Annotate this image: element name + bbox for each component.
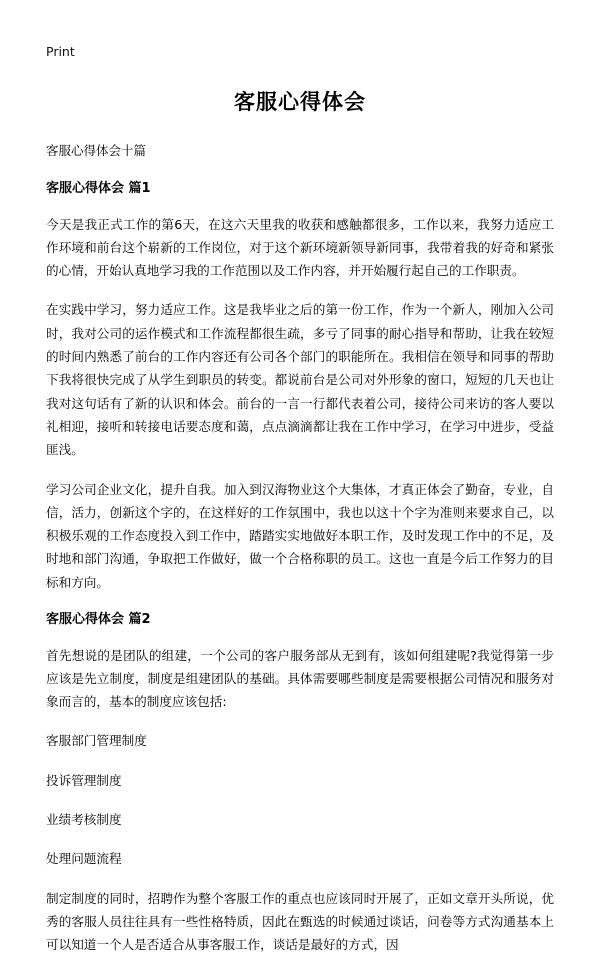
list-item: 客服部门管理制度 [46,733,147,749]
document-subtitle: 客服心得体会十篇 [46,143,147,159]
paragraph: 学习公司企业文化，提升自我。加入到汉海物业这个大集体，才真正体会了勤奋，专业，自信，活力，创新这个字的，在这样好的工作氛围中，我也以这十个字为准则来要求自己，以积极乐观的工作态度投入到工作中，踏踏实实地做好本职工作，及时发现工作中的不足，及时地和部门沟通，争取把工作做好，做一个合格称职的员工。这也一直是今后工作努力的目标和方向。 [46,481,554,590]
list-item: 业绩考核制度 [46,811,122,827]
paragraph: 首先想说的是团队的组建，一个公司的客户服务部从无到有，该如何组建呢?我觉得第一步应该是先立制度，制度是组建团队的基础。具体需要哪些制度是需要根据公司情况和服务对象而言的，基本的制度应该包括: [46,647,554,710]
paragraph: 今天是我正式工作的第6天，在这六天里我的收获和感触都很多，工作以来，我努力适应工作环境和前台这个崭新的工作岗位，对于这个新环境新领导新同事，我带着我的好奇和紧张的心情，开始认真地学习我的工作范围以及工作内容，并开始履行起自己的工作职责。 [46,216,554,279]
paragraph: 制定制度的同时，招聘作为整个客服工作的重点也应该同时开展了，正如文章开头所说，优秀的客服人员往往具有一些性格特质，因此在甄选的时候通过谈话，问卷等方式沟通基本上可以知道一个人是否适合从事客服工作，谈话是最好的方式，因 [46,890,554,953]
list-item: 投诉管理制度 [46,772,122,788]
section-heading: 客服心得体会 篇2 [46,612,151,627]
page-title: 客服心得体会 [234,90,366,114]
print-label[interactable]: Print [46,44,75,59]
list-item: 处理问题流程 [46,851,122,867]
paragraph: 在实践中学习，努力适应工作。这是我毕业之后的第一份工作，作为一个新人，刚加入公司时，我对公司的运作模式和工作流程都很生疏，多亏了同事的耐心指导和帮助，让我在较短的时间内熟悉了前台的工作内容还有公司各个部门的职能所在。我相信在领导和同事的帮助下我将很快完成了从学生到职员的转变。都说前台是公司对外形象的窗口，短短的几天也让我对这句话有了新的认识和体会。前台的一言一行都代表着公司，接待公司来访的客人要以礼相迎，接听和转接电话要态度和蔼，点点滴滴都让我在工作中学习，在学习中进步，受益匪浅。 [46,302,554,458]
section-heading: 客服心得体会 篇1 [46,181,151,197]
